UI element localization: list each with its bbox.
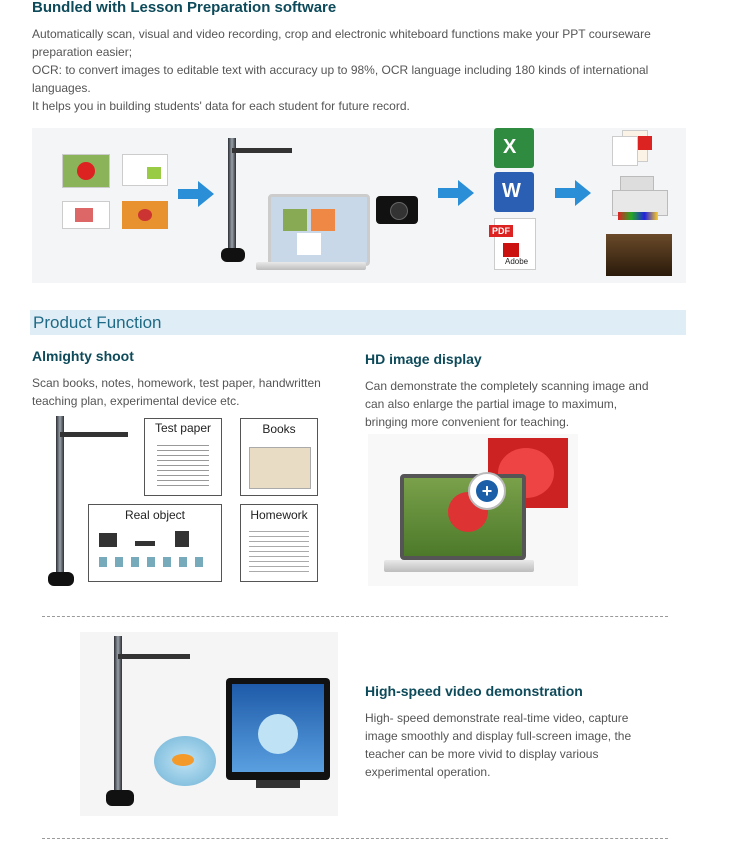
card-real-object: [88, 504, 222, 582]
laptop-base: [384, 560, 534, 572]
feature-text-almighty: [32, 374, 321, 410]
scanner-arm: [60, 432, 128, 437]
scanner-arm: [118, 654, 190, 659]
fishbowl-icon: [154, 736, 216, 786]
feature-line: can also enlarge the partial image to maximum,: [365, 397, 618, 411]
arrow-right-icon: [438, 180, 476, 206]
card-title: Test paper: [154, 421, 212, 435]
intro-text: [32, 25, 712, 115]
feature-line: Scan books, notes, homework, test paper, handwritten: [32, 376, 321, 390]
pdf-icon: PDF Adobe: [494, 218, 536, 270]
video-illustration: [80, 632, 338, 816]
feature-line: image smoothly and display full-screen image, the: [365, 729, 632, 743]
feature-line: bringing more convenient for teaching.: [365, 415, 570, 429]
card-title: Books: [262, 422, 296, 436]
zoom-in-icon: +: [468, 472, 506, 510]
divider: [42, 616, 668, 617]
intro-line: languages.: [32, 81, 91, 95]
card-title: Real object: [124, 508, 186, 522]
scanner-base: [106, 790, 134, 806]
feature-title-video: High-speed video demonstration: [365, 683, 583, 699]
scanner-icon: [114, 636, 122, 796]
word-icon: W: [494, 172, 534, 212]
section-header: [30, 310, 686, 335]
scanner-base: [221, 248, 245, 262]
scanner-icon: [228, 138, 236, 256]
section-title: Product Function: [33, 313, 162, 332]
feature-text-hd: [365, 377, 649, 431]
library-photo: [606, 234, 672, 276]
feature-line: Can demonstrate the completely scanning image and: [365, 379, 649, 393]
intro-title: Bundled with Lesson Preparation software: [32, 0, 337, 16]
hd-illustration: [368, 434, 578, 586]
scanner-icon: [56, 416, 64, 578]
intro-line: preparation easier;: [32, 45, 133, 59]
workflow-illustration: [32, 128, 686, 283]
intro-line: It helps you in building students' data for each student for future record.: [32, 99, 410, 113]
camera-icon: [376, 196, 418, 224]
laptop-icon: [268, 194, 370, 266]
monitor-stand: [256, 780, 300, 788]
card-test-paper: [144, 418, 222, 496]
card-title: Homework: [250, 508, 308, 522]
feature-title-hd: HD image display: [365, 351, 482, 367]
card-homework: [240, 504, 318, 582]
rose-photo-thumb: [62, 154, 110, 188]
laptop-base: [256, 262, 366, 270]
printer-icon: [612, 176, 668, 224]
card-books: [240, 418, 318, 496]
document-thumb: [122, 154, 168, 186]
arrow-right-icon: [555, 180, 593, 206]
feature-title-almighty: Almighty shoot: [32, 348, 134, 364]
printed-pages-icon: [612, 128, 660, 166]
intro-line: OCR: to convert images to editable text with accuracy up to 98%, OCR language including 180 kinds of international: [32, 63, 649, 77]
almighty-illustration: [40, 412, 330, 598]
feature-line: teacher can be more vivid to display various: [365, 747, 599, 761]
scanner-base: [48, 572, 74, 586]
feature-line: teaching plan, experimental device etc.: [32, 394, 240, 408]
divider: [42, 838, 668, 839]
arrow-right-icon: [178, 181, 216, 207]
feature-line: High- speed demonstrate real-time video, capture: [365, 711, 629, 725]
laptop-icon: [400, 474, 526, 560]
feature-text-video: [365, 709, 631, 781]
monitor-icon: [226, 678, 330, 780]
scanner-arm: [232, 148, 292, 153]
magazine-thumb: [62, 201, 110, 229]
intro-line: Automatically scan, visual and video recording, crop and electronic whiteboard functions make your PPT courseware: [32, 27, 651, 41]
fruit-photo-thumb: [122, 201, 168, 229]
feature-line: experimental operation.: [365, 765, 491, 779]
excel-icon: X: [494, 128, 534, 168]
